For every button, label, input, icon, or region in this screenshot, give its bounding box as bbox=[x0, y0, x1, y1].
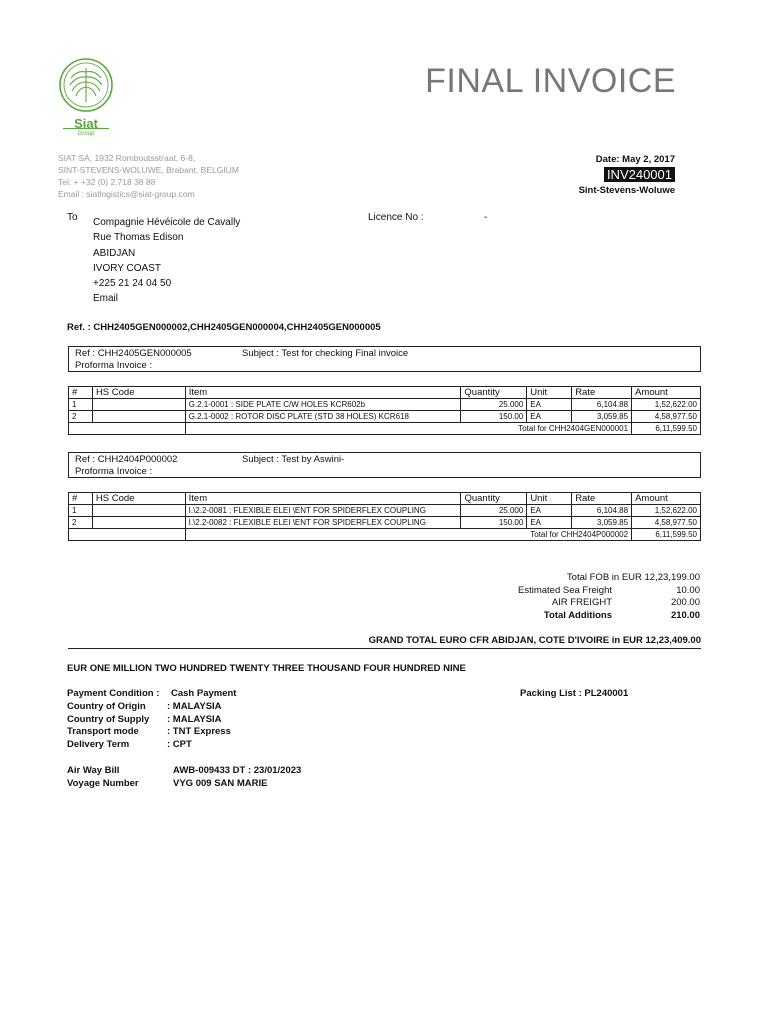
freight-label: Estimated Sea Freight bbox=[518, 584, 612, 596]
col-hs-code: HS Code bbox=[92, 387, 185, 399]
col-rate: Rate bbox=[572, 493, 632, 505]
col-quantity: Quantity bbox=[461, 493, 527, 505]
additions-value: 210.00 bbox=[670, 609, 700, 621]
col-item: Item bbox=[185, 387, 461, 399]
recipient-line: ABIDJAN bbox=[93, 247, 136, 259]
palm-tree-icon bbox=[57, 56, 115, 114]
cell-rate: 6,104.88 bbox=[572, 399, 632, 411]
table-row bbox=[69, 505, 701, 517]
cell-item: I.\2.2-0081 : FLEXIBLE ELEI \ENT FOR SPIDERFLEX COUPLING bbox=[185, 505, 461, 517]
invoice-city: Sint-Stevens-Woluwe bbox=[578, 185, 675, 196]
col-amount: Amount bbox=[632, 387, 701, 399]
recipient-line: +225 21 24 04 50 bbox=[93, 278, 172, 290]
col-amount: Amount bbox=[632, 493, 701, 505]
section-proforma: Proforma Invoice : bbox=[75, 466, 153, 477]
table-row bbox=[69, 399, 701, 411]
company-logo bbox=[57, 56, 115, 140]
term-row bbox=[67, 739, 236, 752]
invoice-meta bbox=[470, 154, 675, 196]
company-line: SINT-STEVENS-WOLUWE, Brabant, BELGIUM bbox=[58, 165, 239, 175]
cell-amount: 4,58,977.50 bbox=[632, 411, 701, 423]
term-key: Country of Origin bbox=[67, 700, 146, 712]
shipping-block bbox=[67, 765, 301, 791]
cell-unit: EA bbox=[527, 517, 572, 529]
section-total-label: Total for CHH2404P000002 bbox=[185, 529, 631, 541]
term-value: : CPT bbox=[167, 739, 192, 751]
section-ref: Ref : CHH2405GEN000005 bbox=[75, 348, 192, 359]
section-subject: Subject : Test by Aswini- bbox=[242, 454, 345, 465]
cell-item: I.\2.2-0082 : FLEXIBLE ELEI \ENT FOR SPIDERFLEX COUPLING bbox=[185, 517, 461, 529]
section-total-row bbox=[69, 423, 701, 435]
term-key: Transport mode bbox=[67, 726, 139, 738]
cell-hs bbox=[92, 411, 185, 423]
logo-group: Group bbox=[77, 131, 95, 137]
air-freight-row bbox=[360, 597, 700, 610]
reference-list: Ref. : CHH2405GEN000002,CHH2405GEN000004,CHH2405GEN000005 bbox=[67, 322, 381, 333]
term-row bbox=[67, 714, 236, 727]
cell-hs bbox=[92, 399, 185, 411]
term-value: : MALAYSIA bbox=[167, 713, 222, 725]
cell-num: 1 bbox=[69, 505, 93, 517]
term-value: Cash Payment bbox=[171, 688, 237, 699]
shipping-value: VYG 009 SAN MARIE bbox=[173, 777, 268, 789]
additions-label: Total Additions bbox=[543, 609, 612, 621]
col-rate: Rate bbox=[572, 387, 632, 399]
totals-block bbox=[360, 572, 700, 622]
shipping-row bbox=[67, 765, 301, 778]
term-value: : MALAYSIA bbox=[167, 700, 222, 712]
cell-num: 2 bbox=[69, 411, 93, 423]
company-line: SIAT SA, 1932 Romboutsstraat, 6-8, bbox=[58, 153, 196, 163]
recipient-address bbox=[93, 215, 240, 307]
terms-block bbox=[67, 688, 236, 752]
additions-row bbox=[360, 610, 700, 623]
term-row bbox=[67, 701, 236, 714]
section-ref: Ref : CHH2404P000002 bbox=[75, 454, 178, 465]
company-line: Tel: + +32 (0) 2.718 38 88 bbox=[58, 177, 156, 187]
cell-rate: 3,059.85 bbox=[572, 517, 632, 529]
cell-qty: 25.000 bbox=[461, 505, 527, 517]
cell-hs bbox=[92, 517, 185, 529]
table-row bbox=[69, 411, 701, 423]
cell-amount: 4,58,977.50 bbox=[632, 517, 701, 529]
cell-unit: EA bbox=[527, 399, 572, 411]
section-proforma: Proforma Invoice : bbox=[75, 360, 153, 371]
freight-value: 10.00 bbox=[676, 584, 700, 596]
shipping-value: AWB-009433 DT : 23/01/2023 bbox=[173, 765, 302, 776]
air-freight-label: AIR FREIGHT bbox=[551, 597, 612, 608]
table-header-row bbox=[69, 493, 701, 505]
items-table bbox=[68, 386, 701, 435]
col-quantity: Quantity bbox=[461, 387, 527, 399]
section-total-label: Total for CHH2404GEN000001 bbox=[185, 423, 631, 435]
cell-unit: EA bbox=[527, 411, 572, 423]
invoice-number: INV240001 bbox=[604, 167, 675, 182]
cell-rate: 6,104.88 bbox=[572, 505, 632, 517]
cell-amount: 1,52,622.00 bbox=[632, 399, 701, 411]
amount-in-words: EUR ONE MILLION TWO HUNDRED TWENTY THREE THOUSAND FOUR HUNDRED NINE bbox=[67, 663, 466, 674]
section-ref-box bbox=[68, 346, 701, 372]
cell-empty bbox=[69, 423, 186, 435]
page-title: FINAL INVOICE bbox=[425, 62, 676, 100]
invoice-date: Date: May 2, 2017 bbox=[595, 154, 675, 165]
col-num: # bbox=[69, 387, 93, 399]
grand-total-divider bbox=[68, 648, 701, 649]
cell-qty: 150.00 bbox=[461, 411, 527, 423]
shipping-key: Voyage Number bbox=[67, 777, 139, 789]
cell-item: G.2.1-0002 : ROTOR DISC PLATE (STD 38 HOLES) KCR618 bbox=[185, 411, 461, 423]
cell-rate: 3,059.85 bbox=[572, 411, 632, 423]
term-value: : TNT Express bbox=[167, 726, 231, 738]
col-unit: Unit bbox=[527, 493, 572, 505]
term-row bbox=[67, 726, 236, 739]
col-num: # bbox=[69, 493, 93, 505]
logo-brand: Siat bbox=[74, 116, 98, 131]
cell-unit: EA bbox=[527, 505, 572, 517]
recipient-line: Rue Thomas Edison bbox=[93, 232, 184, 244]
cell-amount: 1,52,622.00 bbox=[632, 505, 701, 517]
recipient-line: IVORY COAST bbox=[93, 262, 161, 274]
cell-num: 1 bbox=[69, 399, 93, 411]
cell-empty bbox=[69, 529, 186, 541]
term-key: Delivery Term bbox=[67, 739, 130, 751]
licence-value: - bbox=[484, 212, 488, 223]
table-header-row bbox=[69, 387, 701, 399]
company-address bbox=[58, 152, 298, 200]
cell-qty: 25.000 bbox=[461, 399, 527, 411]
col-hs-code: HS Code bbox=[92, 493, 185, 505]
section-subject: Subject : Test for checking Final invoice bbox=[242, 348, 409, 359]
company-line: Email : siatlogistics@siat-group.com bbox=[58, 189, 195, 199]
section-total-row bbox=[69, 529, 701, 541]
section-total-value: 6,11,599.50 bbox=[632, 529, 701, 541]
cell-hs bbox=[92, 505, 185, 517]
packing-list: Packing List : PL240001 bbox=[520, 688, 629, 699]
section-total-value: 6,11,599.50 bbox=[632, 423, 701, 435]
shipping-row bbox=[67, 778, 301, 791]
table-row bbox=[69, 517, 701, 529]
to-label: To bbox=[67, 212, 78, 223]
term-key: Country of Supply bbox=[67, 713, 150, 725]
grand-total: GRAND TOTAL EURO CFR ABIDJAN, COTE D'IVOIRE in EUR 12,23,409.00 bbox=[368, 635, 701, 646]
recipient-line: Compagnie Hévéicole de Cavally bbox=[93, 217, 241, 228]
licence-label: Licence No : bbox=[368, 212, 424, 223]
air-freight-value: 200.00 bbox=[670, 597, 700, 608]
shipping-key: Air Way Bill bbox=[67, 765, 120, 776]
freight-row bbox=[360, 585, 700, 598]
cell-num: 2 bbox=[69, 517, 93, 529]
cell-item: G.2.1-0001 : SIDE PLATE C/W HOLES KCR602b bbox=[185, 399, 461, 411]
col-item: Item bbox=[185, 493, 461, 505]
term-key: Payment Condition : bbox=[67, 688, 160, 699]
total-fob: Total FOB in EUR 12,23,199.00 bbox=[566, 572, 700, 583]
recipient-line: Email bbox=[93, 293, 119, 305]
items-table bbox=[68, 492, 701, 541]
section-ref-box bbox=[68, 452, 701, 478]
cell-qty: 150.00 bbox=[461, 517, 527, 529]
term-row bbox=[67, 688, 236, 701]
col-unit: Unit bbox=[527, 387, 572, 399]
